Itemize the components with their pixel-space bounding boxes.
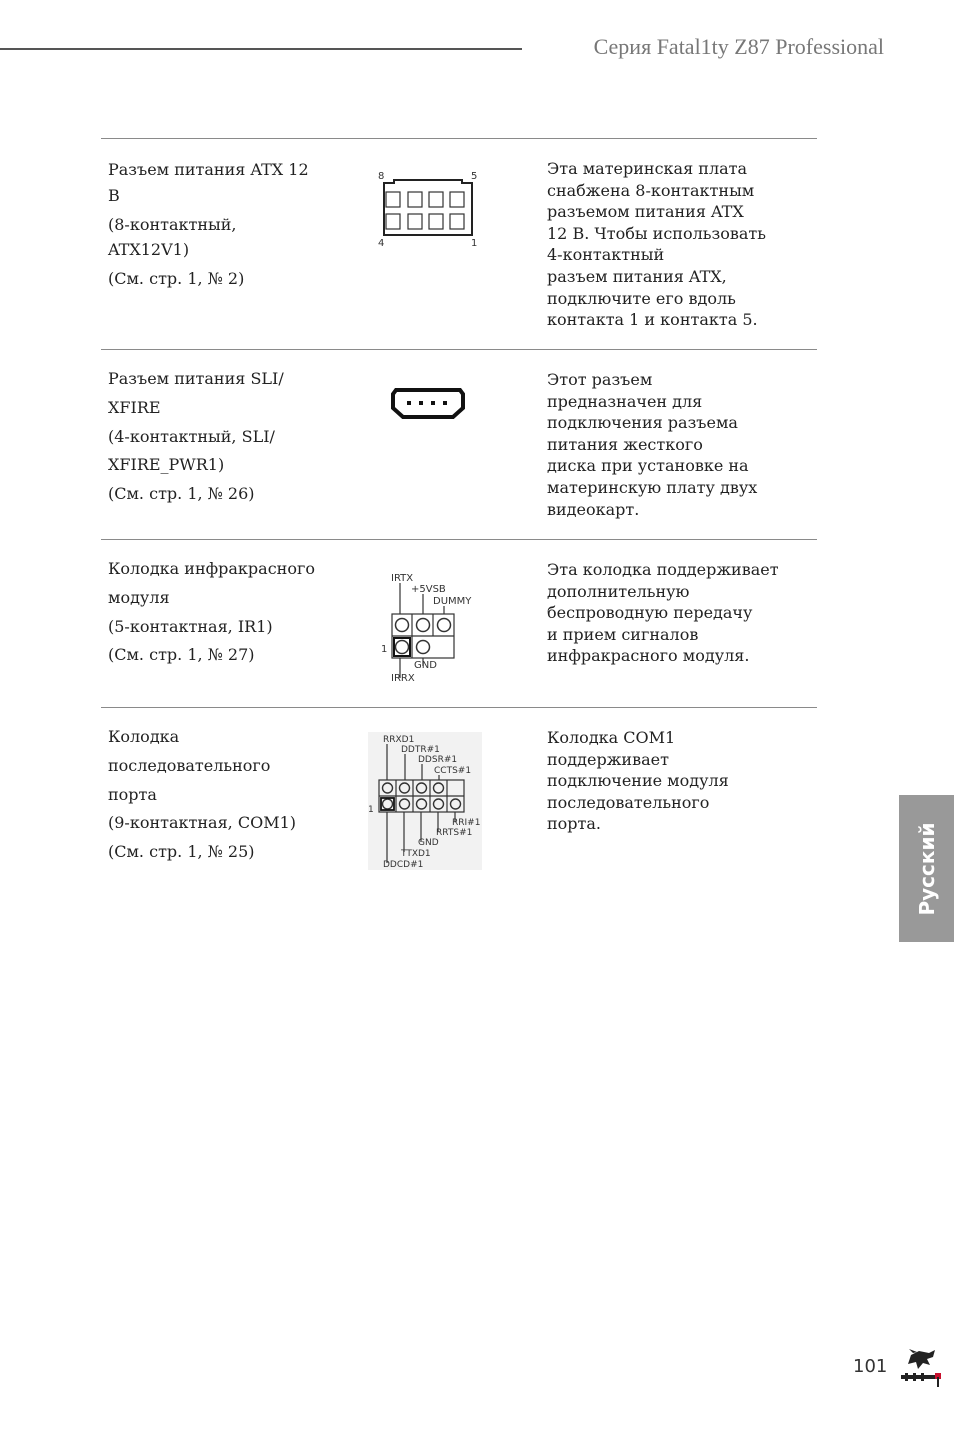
page-number: 101 [853, 1356, 888, 1377]
com-label: RRTS#1 [436, 828, 473, 838]
page-header-title: Серия Fatal1ty Z87 Professional [593, 34, 884, 59]
com-label: RRI#1 [452, 818, 481, 828]
ir-label: IRTX [391, 573, 414, 584]
connector-description: Эта материнская плата снабжена 8-контактным разъемом питания ATX 12 В. Чтобы использовать 4-контактный разъем питания ATX, подключите его вдоль контакта 1 и контакта 5. [547, 159, 766, 330]
fatal1ty-logo-icon [899, 1349, 945, 1389]
header-rule [0, 48, 522, 50]
pin-label: 8 [378, 171, 385, 182]
connector-description: Эта колодка поддерживает дополнительную беспроводную передачу и прием сигналов инфракрасного модуля. [547, 560, 779, 666]
connector-row-atx12v [101, 138, 817, 349]
pin-one-label: 1 [381, 644, 388, 655]
connector-name: Колодка последовательного порта (9-контактная, COM1) (См. стр. 1, № 25) [108, 727, 296, 862]
connector-description: Этот разъем предназначен для подключения разъема питания жесткого диска при установке на материнскую плату двух видеокарт. [547, 370, 758, 519]
pin-label: 1 [471, 238, 478, 249]
sli-xfire-power-connector-diagram [389, 386, 467, 422]
com-label: DDCD#1 [383, 860, 424, 870]
connector-name: Разъем питания ATX 12 В (8-контактный, ATX12V1) (См. стр. 1, № 2) [108, 160, 309, 289]
language-tab-label: Русский [914, 821, 939, 916]
connector-row-ir-header [101, 539, 817, 707]
atx12v-connector-diagram [377, 167, 483, 251]
pin-one-label: 1 [368, 805, 374, 815]
connector-row-com1-header [101, 707, 817, 898]
ir-label: IRRX [391, 673, 415, 684]
com-label: CCTS#1 [434, 766, 472, 776]
com-label: RRXD1 [383, 735, 415, 745]
com1-header-diagram [368, 732, 482, 870]
com-label: DDSR#1 [418, 755, 458, 765]
ir-header-diagram [379, 570, 483, 686]
language-tab [899, 795, 954, 942]
connector-name: Разъем питания SLI/ XFIRE (4-контактный, SLI/ XFIRE_PWR1) (См. стр. 1, № 26) [108, 369, 284, 504]
com-label: GND [418, 838, 439, 848]
com-label: DDTR#1 [401, 745, 440, 755]
pin-label: 5 [471, 171, 478, 182]
com-label: TTXD1 [401, 849, 431, 859]
pin-label: 4 [378, 238, 385, 249]
connector-name: Колодка инфракрасного модуля (5-контактная, IR1) (См. стр. 1, № 27) [108, 559, 315, 665]
ir-label: +5VSB [411, 584, 446, 595]
connector-description: Колодка COM1 поддерживает подключение модуля последовательного порта. [547, 728, 729, 834]
ir-label: DUMMY [433, 596, 472, 607]
ir-label: GND [414, 660, 437, 671]
connector-row-sli-xfire-power [101, 349, 817, 539]
